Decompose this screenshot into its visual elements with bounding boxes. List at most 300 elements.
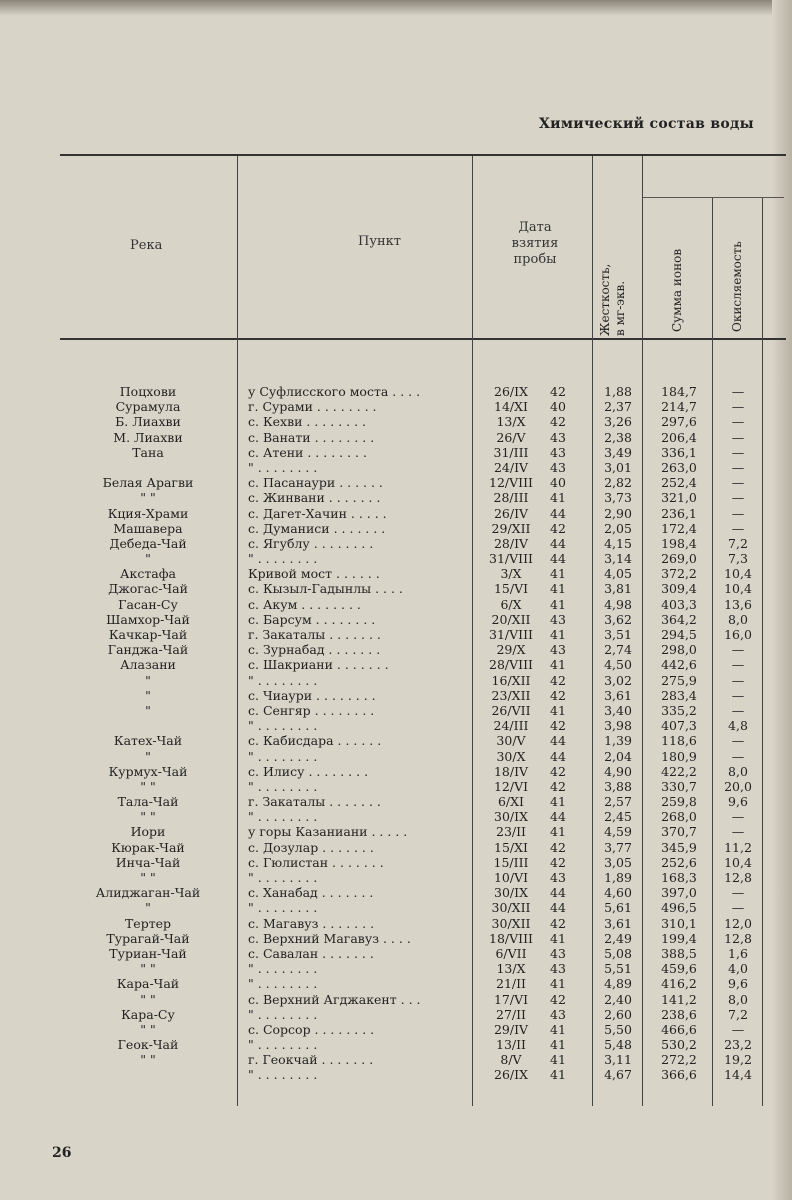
column-header-hardness-line1: Жесткость, xyxy=(598,263,612,336)
cell-oxidability: 4,8 xyxy=(728,718,748,734)
cell-hardness: 4,59 xyxy=(604,824,632,840)
cell-hardness: 4,15 xyxy=(604,535,632,551)
cell-date: 28/IV xyxy=(493,535,529,551)
cell-ion-sum: 345,9 xyxy=(661,839,697,855)
cell-river: Б. Лиахви xyxy=(115,414,181,430)
cell-date: 8/V xyxy=(500,1052,522,1068)
table-row xyxy=(0,961,792,976)
cell-point: с. Барсум . . . . . . . . xyxy=(248,611,376,627)
table-row xyxy=(0,885,792,900)
cell-year: 41 xyxy=(550,490,566,506)
cell-oxidability: 7,2 xyxy=(728,535,748,551)
table-row xyxy=(0,627,792,642)
cell-ion-sum: 199,4 xyxy=(661,930,697,946)
cell-hardness: 3,61 xyxy=(604,915,632,931)
cell-date: 10/VI xyxy=(493,870,529,885)
cell-river: " xyxy=(145,900,151,916)
cell-point: с. Ханабад . . . . . . . xyxy=(248,885,374,901)
cell-date: 27/II xyxy=(496,1006,526,1022)
cell-hardness: 3,05 xyxy=(604,854,632,870)
cell-hardness: 2,90 xyxy=(604,505,632,521)
page-top-edge xyxy=(0,0,792,16)
cell-oxidability: 10,4 xyxy=(724,581,752,597)
cell-oxidability: 9,6 xyxy=(728,794,748,810)
cell-ion-sum: 530,2 xyxy=(661,1037,697,1053)
cell-hardness: 3,26 xyxy=(604,414,632,430)
cell-river: М. Лиахви xyxy=(113,429,183,445)
cell-ion-sum: 403,3 xyxy=(661,596,697,612)
table-row xyxy=(0,642,792,657)
table-row xyxy=(0,900,792,915)
cell-hardness: 1,89 xyxy=(604,870,632,885)
cell-oxidability: — xyxy=(731,687,745,703)
cell-point: с. Ягублу . . . . . . . . xyxy=(248,535,374,551)
cell-date: 30/IX xyxy=(494,809,528,825)
cell-point: с. Кабисдара . . . . . . xyxy=(248,733,382,749)
cell-hardness: 2,82 xyxy=(604,475,632,491)
cell-point: с. Акум . . . . . . . . xyxy=(248,596,361,612)
cell-ion-sum: 422,2 xyxy=(661,763,697,779)
cell-date: 30/V xyxy=(496,733,526,749)
column-header-point: Пункт xyxy=(358,234,401,249)
cell-river: Кюрак-Чай xyxy=(111,839,185,855)
cell-ion-sum: 407,3 xyxy=(661,718,697,734)
cell-point: с. Сенгяр . . . . . . . . xyxy=(248,702,375,718)
cell-oxidability: 10,4 xyxy=(724,566,752,582)
cell-hardness: 2,49 xyxy=(604,930,632,946)
cell-point: с. Атени . . . . . . . . xyxy=(248,444,367,460)
cell-date: 23/II xyxy=(496,824,526,840)
cell-year: 43 xyxy=(550,642,566,658)
cell-oxidability: 12,8 xyxy=(724,930,752,946)
cell-point: " . . . . . . . . xyxy=(248,809,318,825)
cell-year: 41 xyxy=(550,581,566,597)
column-header-hardness xyxy=(598,264,628,336)
cell-oxidability: 1,6 xyxy=(728,945,748,961)
cell-river: Джогас-Чай xyxy=(108,581,188,597)
cell-year: 44 xyxy=(550,535,566,551)
column-header-river: Река xyxy=(130,238,163,253)
table-row xyxy=(0,430,792,445)
cell-year: 42 xyxy=(550,520,566,536)
cell-year: 41 xyxy=(550,566,566,582)
table-row xyxy=(0,657,792,672)
table-row xyxy=(0,916,792,931)
column-header-oxidability: Окисляемость xyxy=(730,241,744,332)
cell-ion-sum: 370,7 xyxy=(661,824,697,840)
table-row xyxy=(0,597,792,612)
cell-ion-sum: 321,0 xyxy=(661,490,697,506)
cell-year: 41 xyxy=(550,1037,566,1053)
cell-oxidability: 12,0 xyxy=(724,915,752,931)
cell-oxidability: 8,0 xyxy=(728,763,748,779)
cell-oxidability: 20,0 xyxy=(724,778,752,794)
cell-oxidability: — xyxy=(731,444,745,460)
cell-point: " . . . . . . . . xyxy=(248,459,318,475)
table-row xyxy=(0,946,792,961)
table-row xyxy=(0,445,792,460)
cell-year: 41 xyxy=(550,702,566,718)
cell-ion-sum: 263,0 xyxy=(661,459,697,475)
table-row xyxy=(0,824,792,839)
cell-date: 6/XI xyxy=(497,794,524,810)
cell-hardness: 3,61 xyxy=(604,687,632,703)
cell-hardness: 3,81 xyxy=(604,581,632,597)
cell-year: 42 xyxy=(550,839,566,855)
cell-point: с. Илису . . . . . . . . xyxy=(248,763,369,779)
cell-oxidability: — xyxy=(731,642,745,658)
cell-date: 29/X xyxy=(496,642,526,658)
cell-year: 42 xyxy=(550,384,566,399)
table-row xyxy=(0,490,792,505)
cell-oxidability: 11,2 xyxy=(724,839,752,855)
table-row xyxy=(0,506,792,521)
cell-hardness: 3,73 xyxy=(604,490,632,506)
table-row xyxy=(0,779,792,794)
table-row xyxy=(0,855,792,870)
cell-hardness: 1,88 xyxy=(604,384,632,399)
cell-point: с. Дозулар . . . . . . . xyxy=(248,839,374,855)
cell-point: с. Дагет-Хачин . . . . . xyxy=(248,505,387,521)
cell-year: 40 xyxy=(550,475,566,491)
cell-hardness: 4,89 xyxy=(604,976,632,992)
cell-date: 18/IV xyxy=(493,763,529,779)
cell-ion-sum: 283,4 xyxy=(661,687,697,703)
running-title: Химический состав воды xyxy=(539,116,754,132)
cell-river: Шамхор-Чай xyxy=(106,611,190,627)
cell-oxidability: — xyxy=(731,672,745,688)
cell-hardness: 3,11 xyxy=(604,1052,632,1068)
cell-point: с. Зурнабад . . . . . . . xyxy=(248,642,381,658)
table-row xyxy=(0,414,792,429)
cell-river: Курмух-Чай xyxy=(108,763,188,779)
cell-year: 42 xyxy=(550,915,566,931)
cell-date: 23/XII xyxy=(491,687,531,703)
cell-ion-sum: 168,3 xyxy=(661,870,697,885)
cell-oxidability: — xyxy=(731,459,745,475)
cell-year: 41 xyxy=(550,824,566,840)
cell-hardness: 5,50 xyxy=(604,1021,632,1037)
cell-hardness: 3,88 xyxy=(604,778,632,794)
table-row xyxy=(0,688,792,703)
table-row xyxy=(0,931,792,946)
cell-date: 30/XII xyxy=(491,900,531,916)
cell-year: 43 xyxy=(550,870,566,885)
cell-ion-sum: 459,6 xyxy=(661,961,697,977)
cell-date: 29/IV xyxy=(493,1021,529,1037)
cell-year: 42 xyxy=(550,718,566,734)
cell-river: Кара-Чай xyxy=(116,976,180,992)
table-row xyxy=(0,1007,792,1022)
cell-year: 44 xyxy=(550,900,566,916)
table-row xyxy=(0,1067,792,1082)
cell-hardness: 2,60 xyxy=(604,1006,632,1022)
cell-date: 18/VIII xyxy=(489,930,533,946)
cell-date: 3/X xyxy=(500,566,522,582)
cell-hardness: 4,05 xyxy=(604,566,632,582)
table-row xyxy=(0,673,792,688)
table-row xyxy=(0,718,792,733)
cell-date: 26/V xyxy=(496,429,526,445)
cell-date: 31/VIII xyxy=(489,551,533,567)
cell-river: " xyxy=(145,551,151,567)
cell-river: Машавера xyxy=(113,520,183,536)
cell-year: 42 xyxy=(550,672,566,688)
cell-river: Катех-Чай xyxy=(113,733,183,749)
cell-oxidability: — xyxy=(731,885,745,901)
cell-year: 41 xyxy=(550,1021,566,1037)
cell-point: с. Гюлистан . . . . . . . xyxy=(248,854,384,870)
cell-ion-sum: 442,6 xyxy=(661,657,697,673)
table-row xyxy=(0,733,792,748)
cell-river: Геок-Чай xyxy=(117,1037,179,1053)
cell-date: 12/VIII xyxy=(489,475,533,491)
cell-river: Турагай-Чай xyxy=(106,930,190,946)
cell-river: " " xyxy=(140,870,156,885)
column-header-ion-sum: Сумма ионов xyxy=(670,248,684,332)
cell-date: 24/III xyxy=(493,718,529,734)
cell-ion-sum: 180,9 xyxy=(661,748,697,764)
cell-point: с. Пасанаури . . . . . . xyxy=(248,475,383,491)
cell-hardness: 2,05 xyxy=(604,520,632,536)
cell-point: " . . . . . . . . xyxy=(248,1037,318,1053)
cell-hardness: 4,50 xyxy=(604,657,632,673)
cell-point: с. Жинвани . . . . . . . xyxy=(248,490,381,506)
cell-year: 41 xyxy=(550,930,566,946)
table-row xyxy=(0,475,792,490)
cell-year: 40 xyxy=(550,399,566,415)
cell-river: Тала-Чай xyxy=(117,794,179,810)
cell-river: " xyxy=(145,702,151,718)
cell-river: Тана xyxy=(132,444,164,460)
cell-river: Ганджа-Чай xyxy=(107,642,189,658)
cell-hardness: 3,51 xyxy=(604,627,632,642)
cell-hardness: 4,67 xyxy=(604,1067,632,1083)
cell-point: " . . . . . . . . xyxy=(248,900,318,916)
cell-date: 31/III xyxy=(493,444,529,460)
cell-ion-sum: 388,5 xyxy=(661,945,697,961)
cell-ion-sum: 275,9 xyxy=(661,672,697,688)
table-row xyxy=(0,460,792,475)
cell-year: 42 xyxy=(550,854,566,870)
cell-hardness: 3,40 xyxy=(604,702,632,718)
table-row xyxy=(0,566,792,581)
cell-ion-sum: 236,1 xyxy=(661,505,697,521)
cell-oxidability: — xyxy=(731,475,745,491)
cell-point: с. Кехви . . . . . . . . xyxy=(248,414,367,430)
cell-river: " xyxy=(145,687,151,703)
cell-river: " " xyxy=(140,961,156,977)
cell-date: 6/VII xyxy=(495,945,527,961)
cell-river: Качкар-Чай xyxy=(108,627,188,642)
cell-oxidability: — xyxy=(731,520,745,536)
cell-point: г. Геокчай . . . . . . . xyxy=(248,1052,374,1068)
cell-year: 43 xyxy=(550,1006,566,1022)
cell-date: 21/II xyxy=(496,976,526,992)
table-body xyxy=(0,384,792,1083)
cell-ion-sum: 172,4 xyxy=(661,520,697,536)
cell-oxidability: 8,0 xyxy=(728,991,748,1007)
cell-date: 30/XII xyxy=(491,915,531,931)
table-row xyxy=(0,992,792,1007)
cell-year: 44 xyxy=(550,505,566,521)
table-row xyxy=(0,1022,792,1037)
cell-year: 41 xyxy=(550,794,566,810)
cell-oxidability: — xyxy=(731,1021,745,1037)
cell-ion-sum: 294,5 xyxy=(661,627,697,642)
cell-oxidability: 7,3 xyxy=(728,551,748,567)
cell-river: " " xyxy=(140,778,156,794)
cell-year: 44 xyxy=(550,885,566,901)
table-row xyxy=(0,764,792,779)
cell-date: 6/X xyxy=(500,596,522,612)
cell-river: Инча-Чай xyxy=(115,854,181,870)
cell-river: " " xyxy=(140,490,156,506)
cell-point: " . . . . . . . . xyxy=(248,718,318,734)
cell-ion-sum: 372,2 xyxy=(661,566,697,582)
cell-river: Дебеда-Чай xyxy=(109,535,187,551)
table-row xyxy=(0,384,792,399)
cell-river: " " xyxy=(140,1052,156,1068)
cell-ion-sum: 336,1 xyxy=(661,444,697,460)
cell-river: Туриан-Чай xyxy=(109,945,187,961)
cell-year: 42 xyxy=(550,414,566,430)
cell-date: 13/X xyxy=(496,414,526,430)
cell-year: 43 xyxy=(550,611,566,627)
cell-date: 13/X xyxy=(496,961,526,977)
cell-river: " " xyxy=(140,991,156,1007)
cell-year: 42 xyxy=(550,778,566,794)
column-header-date: Дата взятия пробы xyxy=(511,220,559,267)
cell-hardness: 5,61 xyxy=(604,900,632,916)
table-row xyxy=(0,1052,792,1067)
cell-point: Кривой мост . . . . . . xyxy=(248,566,380,582)
cell-point: г. Сурами . . . . . . . . xyxy=(248,399,377,415)
cell-river: " " xyxy=(140,809,156,825)
cell-point: с. Чиаури . . . . . . . . xyxy=(248,687,376,703)
cell-river: Поцхови xyxy=(119,384,177,399)
cell-date: 26/IX xyxy=(494,1067,528,1083)
table-row xyxy=(0,976,792,991)
cell-oxidability: — xyxy=(731,824,745,840)
cell-river: Иори xyxy=(130,824,166,840)
cell-date: 26/VII xyxy=(491,702,531,718)
cell-hardness: 3,02 xyxy=(604,672,632,688)
cell-point: с. Кызыл-Гадынлы . . . . xyxy=(248,581,403,597)
cell-date: 26/IV xyxy=(493,505,529,521)
table-row xyxy=(0,581,792,596)
cell-ion-sum: 272,2 xyxy=(661,1052,697,1068)
cell-year: 42 xyxy=(550,763,566,779)
cell-hardness: 5,48 xyxy=(604,1037,632,1053)
cell-year: 44 xyxy=(550,809,566,825)
cell-oxidability: — xyxy=(731,748,745,764)
cell-ion-sum: 252,4 xyxy=(661,475,697,491)
cell-river: Кция-Храми xyxy=(107,505,189,521)
cell-river: Гасан-Су xyxy=(118,596,178,612)
cell-point: " . . . . . . . . xyxy=(248,870,318,885)
cell-ion-sum: 297,6 xyxy=(661,414,697,430)
cell-ion-sum: 466,6 xyxy=(661,1021,697,1037)
cell-date: 12/VI xyxy=(493,778,529,794)
cell-hardness: 3,77 xyxy=(604,839,632,855)
cell-oxidability: — xyxy=(731,490,745,506)
cell-date: 31/VIII xyxy=(489,627,533,642)
cell-ion-sum: 309,4 xyxy=(661,581,697,597)
cell-hardness: 2,37 xyxy=(604,399,632,415)
table-row xyxy=(0,551,792,566)
cell-point: с. Верхний Агджакент . . . xyxy=(248,991,421,1007)
cell-hardness: 4,90 xyxy=(604,763,632,779)
cell-ion-sum: 268,0 xyxy=(661,809,697,825)
cell-ion-sum: 252,6 xyxy=(661,854,697,870)
table-top-rule xyxy=(60,154,786,156)
cell-date: 24/IV xyxy=(493,459,529,475)
cell-date: 16/XII xyxy=(491,672,531,688)
cell-date: 15/III xyxy=(493,854,529,870)
cell-ion-sum: 118,6 xyxy=(661,733,697,749)
cell-point: " . . . . . . . . xyxy=(248,1067,318,1083)
table-row xyxy=(0,809,792,824)
cell-year: 43 xyxy=(550,429,566,445)
cell-ion-sum: 330,7 xyxy=(661,778,697,794)
cell-river: Алиджаган-Чай xyxy=(95,885,201,901)
cell-point: с. Магавуз . . . . . . . xyxy=(248,915,375,931)
cell-ion-sum: 238,6 xyxy=(661,1006,697,1022)
cell-point: " . . . . . . . . xyxy=(248,672,318,688)
cell-date: 20/XII xyxy=(491,611,531,627)
cell-oxidability: 8,0 xyxy=(728,611,748,627)
cell-oxidability: 7,2 xyxy=(728,1006,748,1022)
cell-ion-sum: 496,5 xyxy=(661,900,697,916)
cell-ion-sum: 214,7 xyxy=(661,399,697,415)
table-row xyxy=(0,794,792,809)
cell-point: г. Закаталы . . . . . . . xyxy=(248,627,381,642)
table-row xyxy=(0,536,792,551)
cell-ion-sum: 416,2 xyxy=(661,976,697,992)
cell-date: 30/X xyxy=(496,748,526,764)
cell-river: Алазани xyxy=(120,657,176,673)
cell-hardness: 5,08 xyxy=(604,945,632,961)
cell-ion-sum: 335,2 xyxy=(661,702,697,718)
table-row xyxy=(0,840,792,855)
cell-year: 44 xyxy=(550,551,566,567)
cell-year: 42 xyxy=(550,991,566,1007)
cell-year: 41 xyxy=(550,596,566,612)
cell-river: Белая Арагви xyxy=(102,475,194,491)
cell-year: 41 xyxy=(550,657,566,673)
cell-river: Тертер xyxy=(124,915,172,931)
cell-hardness: 3,49 xyxy=(604,444,632,460)
cell-year: 41 xyxy=(550,627,566,642)
cell-point: " . . . . . . . . xyxy=(248,1006,318,1022)
cell-point: с. Думаниси . . . . . . . xyxy=(248,520,386,536)
cell-oxidability: — xyxy=(731,809,745,825)
cell-hardness: 2,40 xyxy=(604,991,632,1007)
cell-ion-sum: 366,6 xyxy=(661,1067,697,1083)
cell-hardness: 3,62 xyxy=(604,611,632,627)
table-row xyxy=(0,703,792,718)
cell-point: " . . . . . . . . xyxy=(248,961,318,977)
cell-oxidability: — xyxy=(731,505,745,521)
cell-date: 30/IX xyxy=(494,885,528,901)
cell-hardness: 2,45 xyxy=(604,809,632,825)
cell-year: 41 xyxy=(550,976,566,992)
cell-year: 44 xyxy=(550,748,566,764)
cell-point: с. Шакриани . . . . . . . xyxy=(248,657,389,673)
cell-point: " . . . . . . . . xyxy=(248,748,318,764)
cell-point: " . . . . . . . . xyxy=(248,976,318,992)
